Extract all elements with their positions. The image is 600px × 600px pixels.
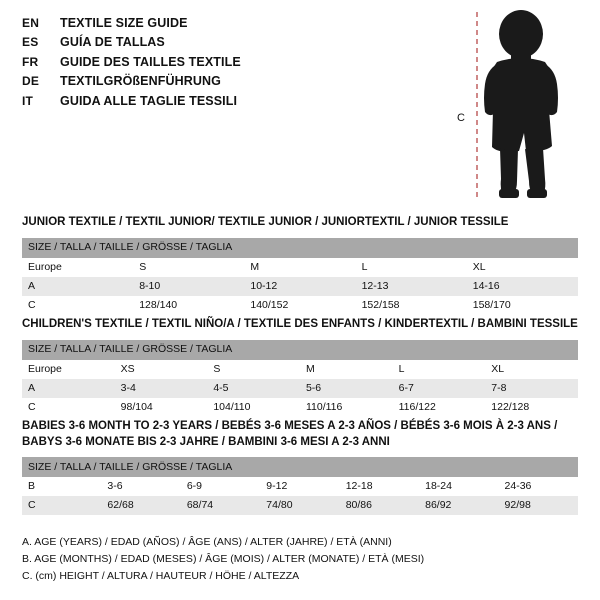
language-title: TEXTILE SIZE GUIDE <box>60 16 188 30</box>
cell: 3-4 <box>115 379 208 398</box>
language-code: ES <box>22 35 39 50</box>
table-header-label: SIZE / TALLA / TAILLE / GRÖSSE / TAGLIA <box>22 238 578 258</box>
table-header-label: SIZE / TALLA / TAILLE / GRÖSSE / TAGLIA <box>22 340 578 360</box>
cell: 9-12 <box>260 477 339 496</box>
cell: S <box>207 360 300 379</box>
language-code: IT <box>22 93 34 108</box>
table-header-row <box>22 457 578 477</box>
row-label: B <box>22 477 101 496</box>
cell: XS <box>115 360 208 379</box>
row-label: A <box>22 277 133 296</box>
cell: 110/116 <box>300 398 393 417</box>
language-row <box>22 14 442 33</box>
cell: L <box>356 258 467 277</box>
table-row <box>22 398 578 417</box>
section-childrens-textile <box>22 317 578 417</box>
cell: 4-5 <box>207 379 300 398</box>
cell: 12-13 <box>356 277 467 296</box>
row-label: C <box>22 296 133 315</box>
legend-block <box>22 534 578 585</box>
size-table-babies <box>22 457 578 515</box>
cell: 14-16 <box>467 277 578 296</box>
cell: 6-9 <box>181 477 260 496</box>
cell: 92/98 <box>499 496 578 515</box>
cell: 7-8 <box>485 379 578 398</box>
language-code: FR <box>22 54 39 69</box>
table-row <box>22 496 578 515</box>
cell: L <box>393 360 486 379</box>
language-code: DE <box>22 74 40 89</box>
language-row <box>22 92 442 111</box>
cell: 104/110 <box>207 398 300 417</box>
table-row <box>22 296 578 315</box>
section-title: BABIES 3-6 MONTH TO 2-3 YEARS / BEBÉS 3-6 MESES A 2-3 AÑOS / BÉBÉS 3-6 MOIS À 2-3 ANS / BABYS 3-6 MONATE BIS 2-3 JAHRE / BAMBINI 3-6 MESI A 2-3 ANNI <box>22 420 558 448</box>
cell: 74/80 <box>260 496 339 515</box>
row-label: Europe <box>22 360 115 379</box>
cell: 122/128 <box>485 398 578 417</box>
cell: 116/122 <box>393 398 486 417</box>
cell: XL <box>467 258 578 277</box>
cell: 3-6 <box>101 477 180 496</box>
table-row <box>22 277 578 296</box>
section-title: JUNIOR TEXTILE / TEXTIL JUNIOR/ TEXTILE JUNIOR / JUNIORTEXTIL / JUNIOR TESSILE <box>22 216 509 228</box>
language-code: EN <box>22 16 40 30</box>
table-header-row <box>22 340 578 360</box>
section-babies-textile <box>22 419 578 515</box>
cell: 10-12 <box>244 277 355 296</box>
section-junior-textile <box>22 215 578 315</box>
cell: S <box>133 258 244 277</box>
language-title: GUIDA ALLE TAGLIE TESSILI <box>60 93 238 108</box>
child-silhouette-figure <box>455 8 585 203</box>
cell: 68/74 <box>181 496 260 515</box>
size-table-junior <box>22 238 578 316</box>
table-row <box>22 379 578 398</box>
cell: 140/152 <box>244 296 355 315</box>
language-title-block <box>22 14 442 111</box>
cell: 98/104 <box>115 398 208 417</box>
language-title: GUIDE DES TAILLES TEXTILE <box>60 54 241 69</box>
cell: M <box>244 258 355 277</box>
row-label: Europe <box>22 258 133 277</box>
row-label: C <box>22 496 101 515</box>
cell: XL <box>485 360 578 379</box>
table-row <box>22 360 578 379</box>
cell: 80/86 <box>340 496 419 515</box>
language-title: GUÍA DE TALLAS <box>60 35 165 50</box>
cell: M <box>300 360 393 379</box>
cell: 158/170 <box>467 296 578 315</box>
cell: 5-6 <box>300 379 393 398</box>
language-row <box>22 53 442 72</box>
legend-line: A. AGE (YEARS) / EDAD (AÑOS) / ÂGE (ANS) / ALTER (JAHRE) / ETÀ (ANNI) <box>22 536 392 548</box>
cell: 6-7 <box>393 379 486 398</box>
row-label: A <box>22 379 115 398</box>
table-header-row <box>22 238 578 258</box>
table-row <box>22 477 578 496</box>
cell: 62/68 <box>101 496 180 515</box>
language-row <box>22 33 442 52</box>
row-label: C <box>22 398 115 417</box>
table-row <box>22 258 578 277</box>
cell: 24-36 <box>499 477 578 496</box>
cell: 8-10 <box>133 277 244 296</box>
cell: 86/92 <box>419 496 498 515</box>
language-title: TEXTILGRÖßENFÜHRUNG <box>60 74 221 89</box>
height-measure-label: C <box>457 112 465 124</box>
size-table-children <box>22 340 578 418</box>
table-header-label: SIZE / TALLA / TAILLE / GRÖSSE / TAGLIA <box>22 457 578 477</box>
cell: 18-24 <box>419 477 498 496</box>
legend-line: B. AGE (MONTHS) / EDAD (MESES) / ÂGE (MOIS) / ALTER (MONATE) / ETÀ (MESI) <box>22 553 425 565</box>
cell: 152/158 <box>356 296 467 315</box>
language-row <box>22 72 442 91</box>
legend-line: C. (cm) HEIGHT / ALTURA / HAUTEUR / HÖHE / ALTEZZA <box>22 570 300 582</box>
section-title: CHILDREN'S TEXTILE / TEXTIL NIÑO/A / TEXTILE DES ENFANTS / KINDERTEXTIL / BAMBINI TESSILE <box>22 318 578 330</box>
cell: 12-18 <box>340 477 419 496</box>
cell: 128/140 <box>133 296 244 315</box>
